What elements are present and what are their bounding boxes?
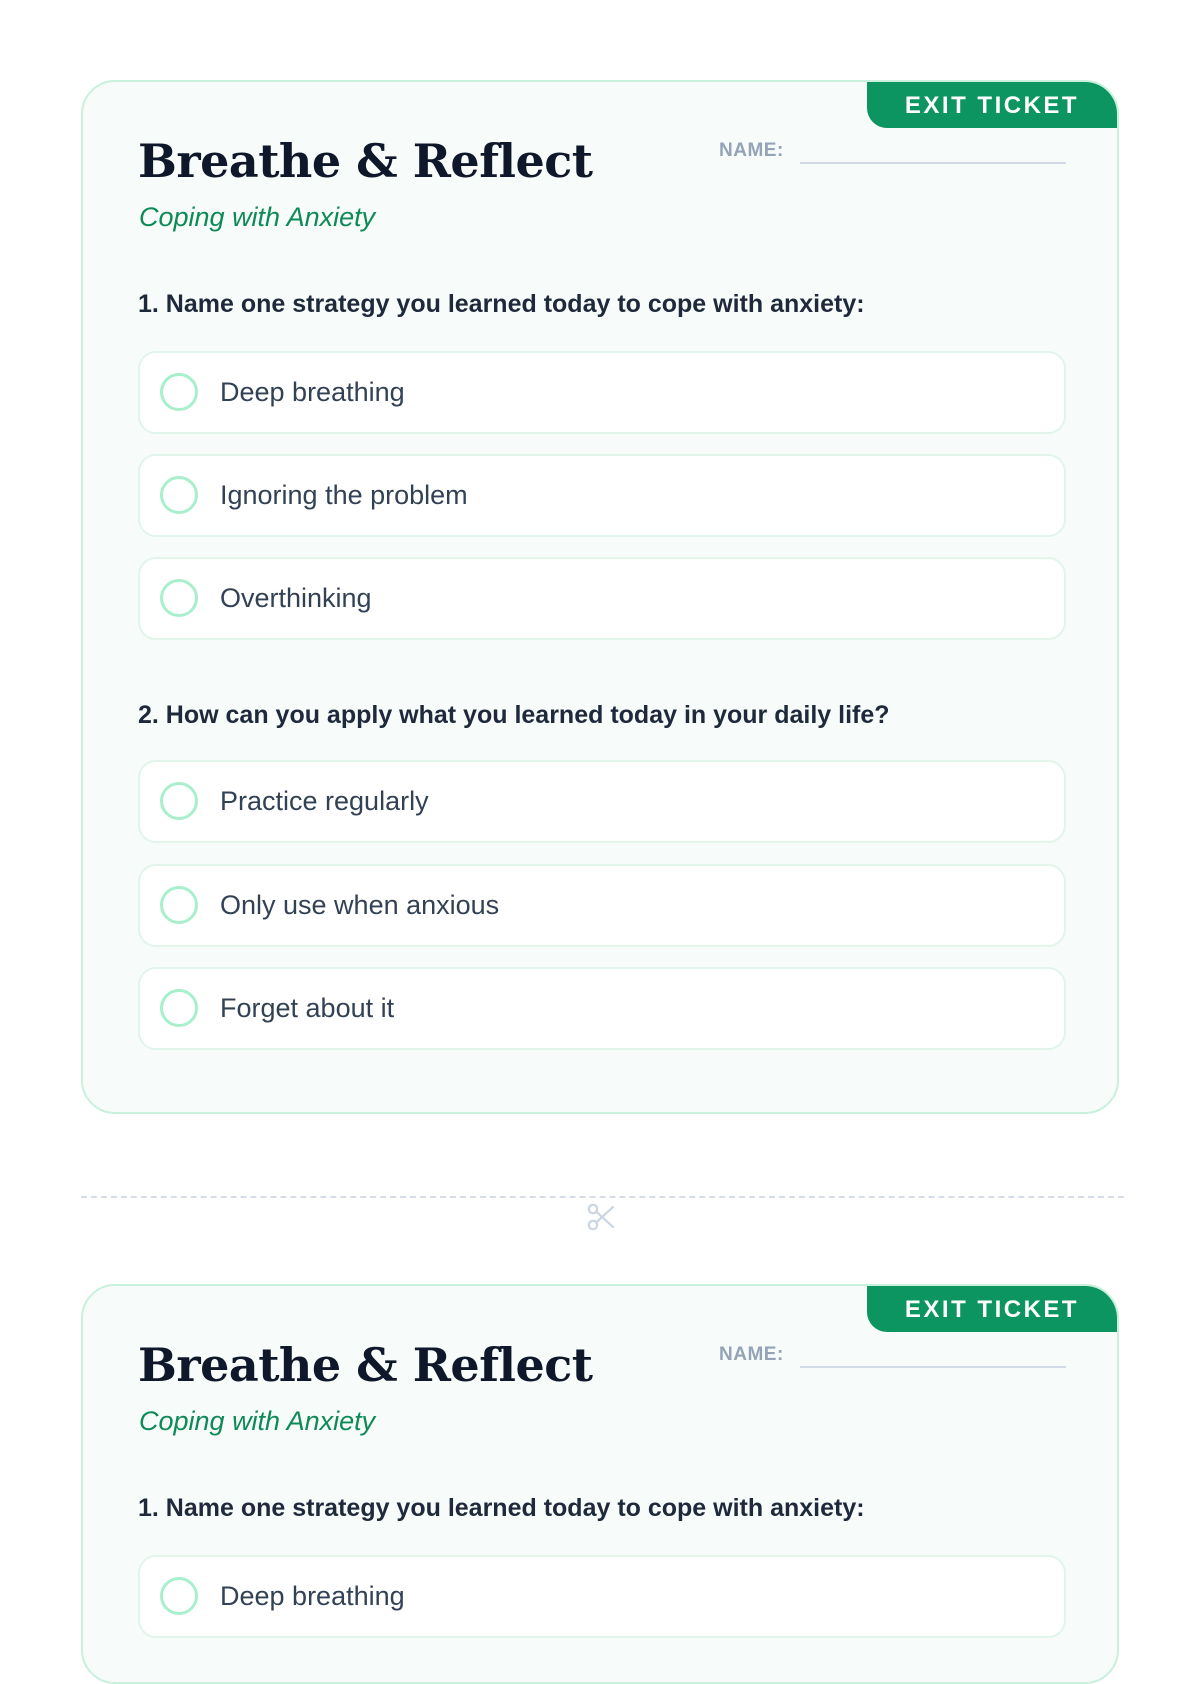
exit-ticket-card [81, 80, 1119, 1114]
option-label: Practice regularly [220, 786, 429, 816]
option-label: Forget about it [220, 993, 395, 1023]
exit-ticket-badge: EXIT TICKET [867, 82, 1117, 128]
option-deep-breathing[interactable] [138, 1555, 1066, 1638]
ticket-title: Breathe & Reflect [138, 1338, 593, 1392]
option-label: Only use when anxious [220, 890, 500, 920]
ticket-subtitle: Coping with Anxiety [139, 1406, 376, 1436]
name-label: NAME: [719, 1344, 784, 1365]
radio-button[interactable] [160, 579, 198, 617]
question-2: 2. How can you apply what you learned today in your daily life? [138, 701, 890, 729]
scissors-icon [586, 1202, 616, 1232]
radio-button[interactable] [160, 476, 198, 514]
radio-button[interactable] [160, 1577, 198, 1615]
option-practice-regularly[interactable] [138, 760, 1066, 843]
option-label: Deep breathing [220, 377, 405, 407]
option-label: Overthinking [220, 583, 372, 613]
exit-ticket-badge: EXIT TICKET [867, 1286, 1117, 1332]
question-1: 1. Name one strategy you learned today to cope with anxiety: [138, 290, 865, 318]
cut-line-divider [81, 1196, 1124, 1198]
name-field[interactable] [800, 1366, 1066, 1368]
option-only-use-when-anxious[interactable] [138, 864, 1066, 947]
option-ignoring-the-problem[interactable] [138, 454, 1066, 537]
exit-ticket-card [81, 1284, 1119, 1684]
option-label: Ignoring the problem [220, 480, 468, 510]
option-deep-breathing[interactable] [138, 351, 1066, 434]
name-label: NAME: [719, 140, 784, 161]
radio-button[interactable] [160, 886, 198, 924]
option-forget-about-it[interactable] [138, 967, 1066, 1050]
ticket-subtitle: Coping with Anxiety [139, 202, 376, 232]
radio-button[interactable] [160, 782, 198, 820]
option-overthinking[interactable] [138, 557, 1066, 640]
radio-button[interactable] [160, 373, 198, 411]
option-label: Deep breathing [220, 1581, 405, 1611]
ticket-title: Breathe & Reflect [138, 134, 593, 188]
radio-button[interactable] [160, 989, 198, 1027]
question-1: 1. Name one strategy you learned today to cope with anxiety: [138, 1494, 865, 1522]
name-field[interactable] [800, 162, 1066, 164]
